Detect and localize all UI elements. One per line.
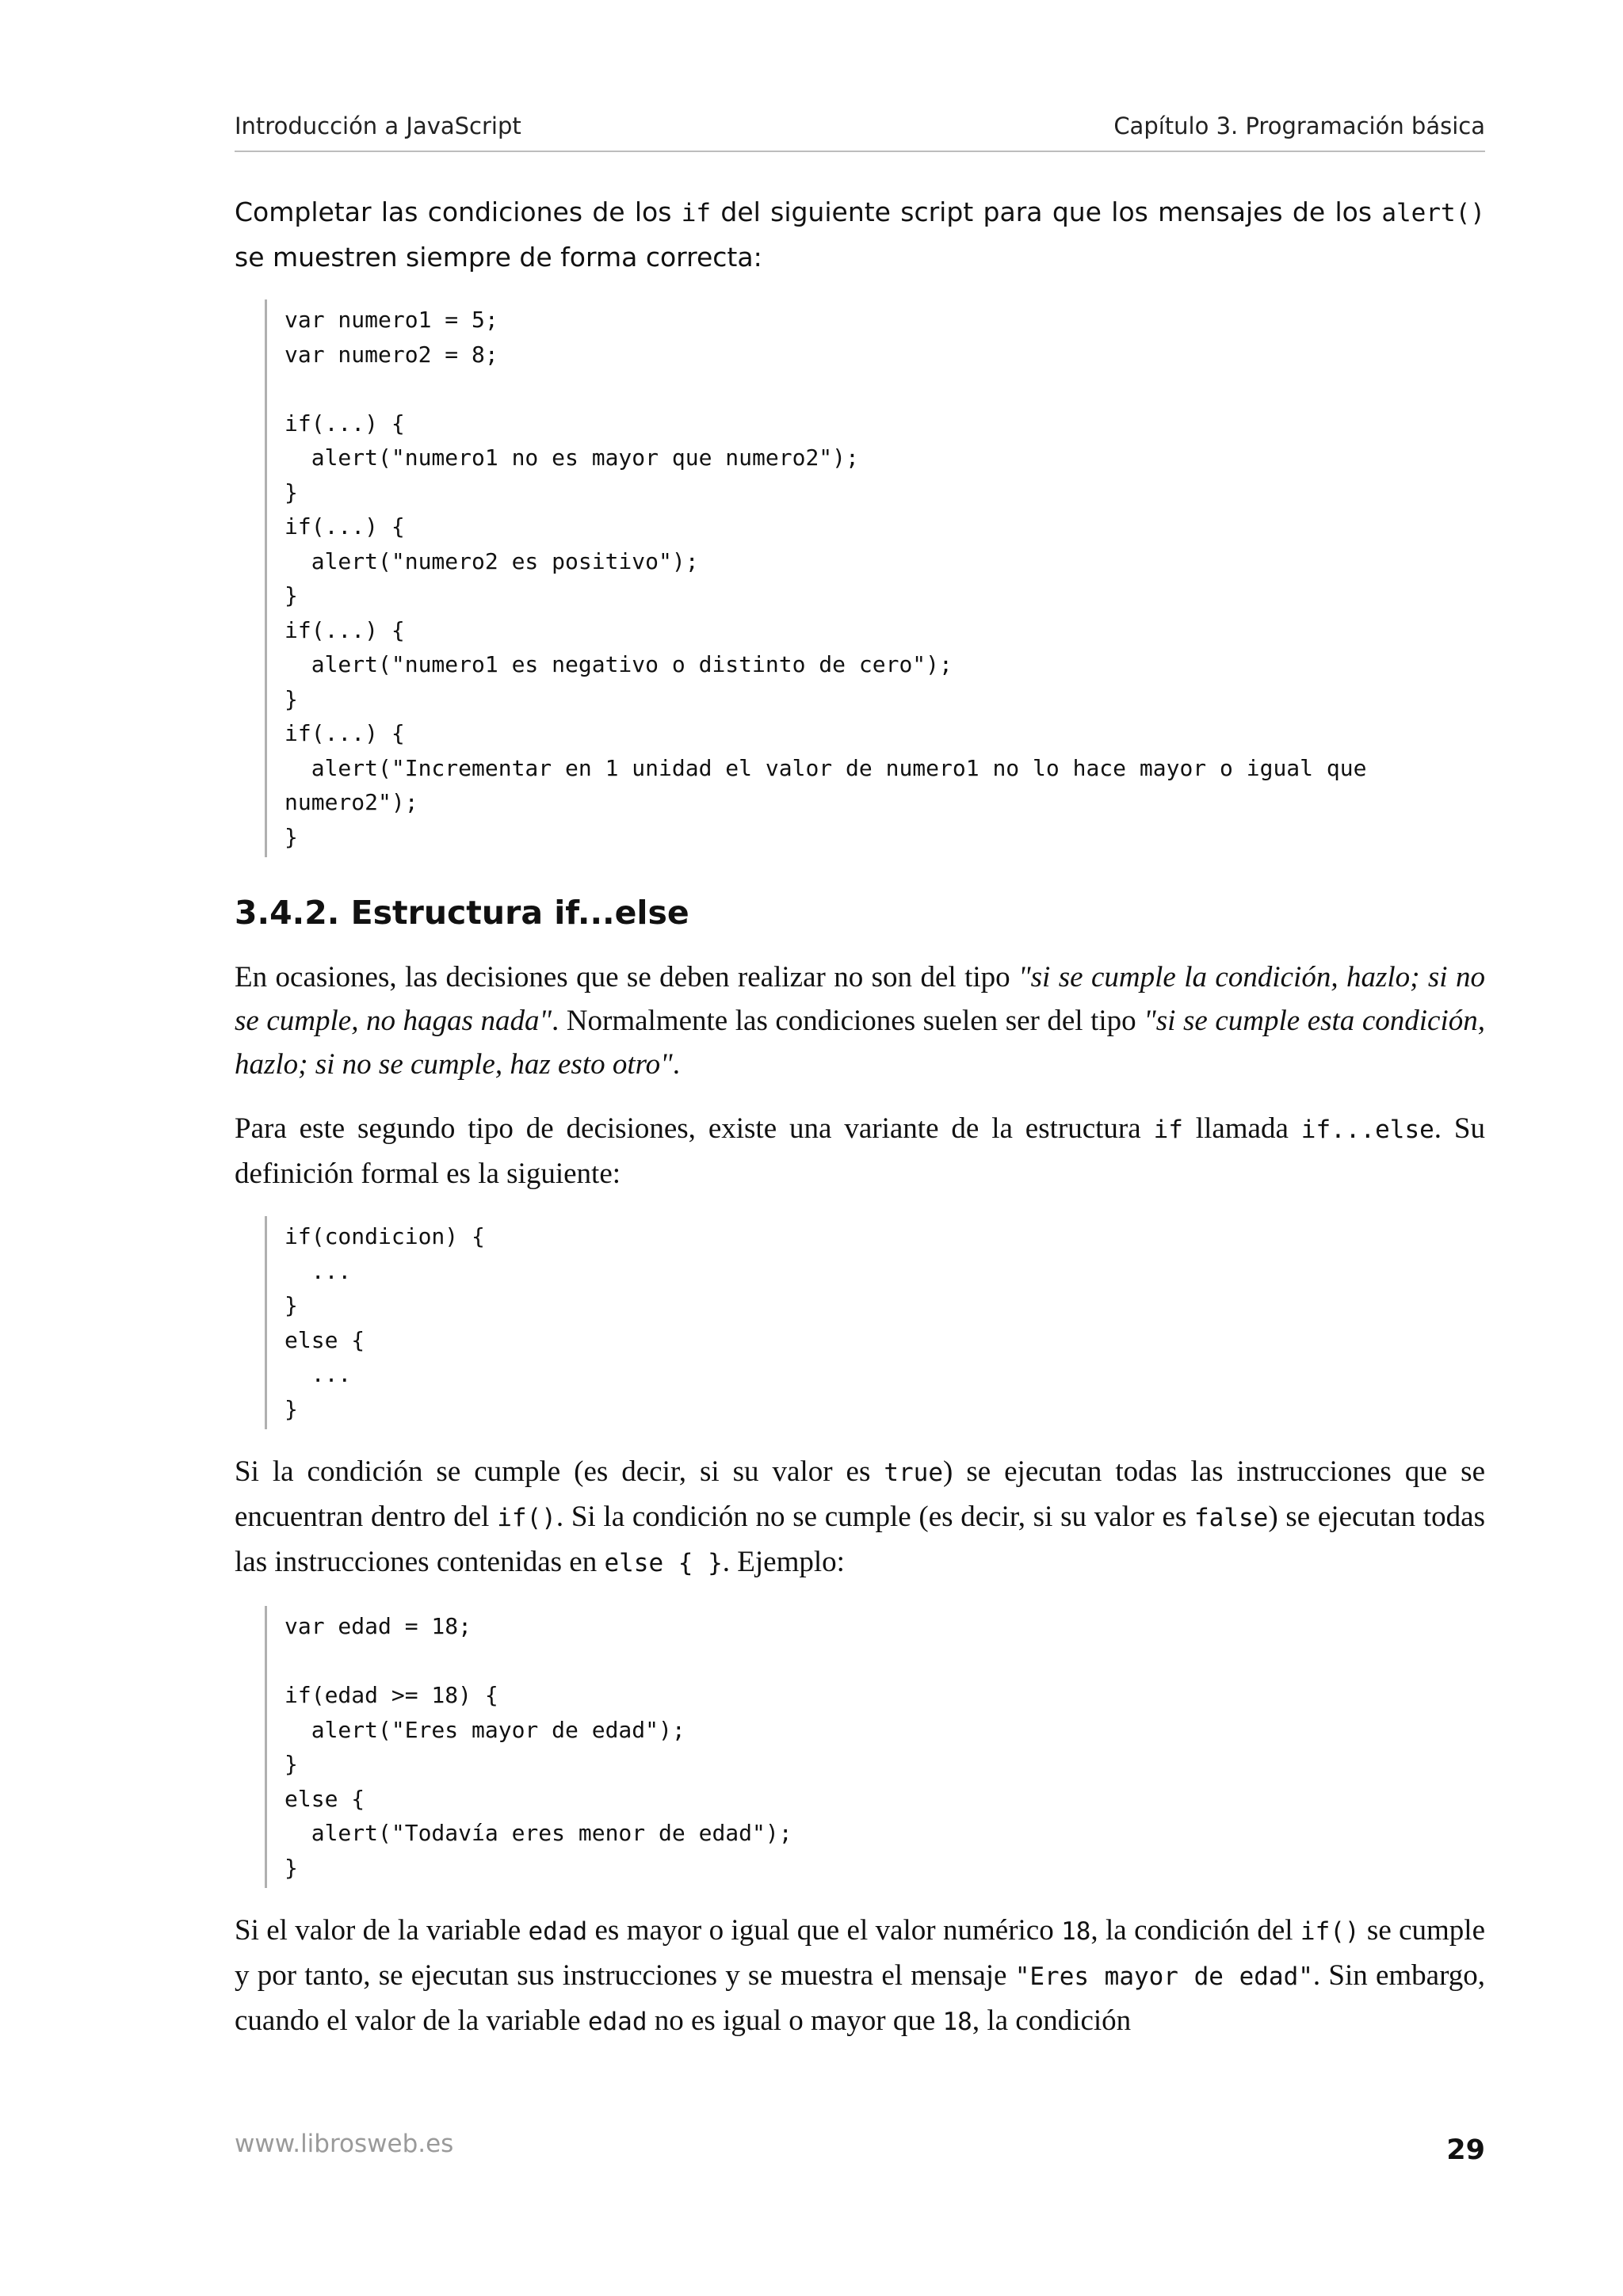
text-run: Si la condición se cumple (es decir, si su valor es: [235, 1455, 884, 1488]
text-run: Si el valor de la variable: [235, 1914, 529, 1947]
inline-code: if: [1153, 1116, 1183, 1144]
inline-code: if...else: [1300, 1116, 1434, 1144]
text-run: . Normalmente las condiciones suelen ser del tipo: [552, 1005, 1144, 1037]
inline-code: 18: [1061, 1917, 1091, 1946]
paragraph-if-else-explanation: [235, 1450, 1485, 1585]
text-run: es mayor o igual que el valor numérico: [587, 1914, 1062, 1947]
page-header: [235, 109, 1485, 152]
inline-code: edad: [587, 2008, 647, 2036]
text-run: . Ejemplo:: [722, 1546, 845, 1578]
code-block-exercise: var numero1 = 5; var numero2 = 8; if(...) { alert("numero1 no es mayor que numero2"); } if(...) { alert("numero2 es positivo"); } if(...) { alert("numero1 es negativo o distinto de cero"); } if(...) { alert("Incrementar en 1 unidad el valor de numero1 no lo hace mayor o igual que numero2"); }: [265, 299, 1485, 857]
footer-website-link[interactable]: www.librosweb.es: [235, 2130, 454, 2158]
inline-code: true: [884, 1459, 944, 1487]
inline-code: edad: [528, 1917, 588, 1946]
inline-code: false: [1194, 1504, 1269, 1532]
text-run: En ocasiones, las decisiones que se deben realizar no son del tipo: [235, 961, 1019, 994]
page-number: 29: [1446, 2134, 1485, 2166]
text-run: . Si la condición no se cumple (es decir, si su valor es: [556, 1501, 1194, 1533]
page-content: [235, 190, 1485, 2065]
exercise-intro-paragraph: [235, 190, 1485, 279]
section-heading: 3.4.2. Estructura if...else: [235, 894, 689, 932]
text-run: .: [672, 1048, 680, 1081]
text-run: Para este segundo tipo de decisiones, existe una variante de la estructura: [235, 1112, 1154, 1145]
text-run: no es igual o mayor que: [647, 2004, 943, 2037]
code-block-example: var edad = 18; if(edad >= 18) { alert("Eres mayor de edad"); } else { alert("Todavía eres menor de edad"); }: [265, 1606, 1485, 1888]
text-run: . Sin embargo, cuando el valor de la variable: [235, 1959, 1485, 2037]
text-run: del siguiente script para que los mensajes de los: [711, 196, 1382, 227]
inline-code: alert(): [1381, 199, 1485, 227]
text-run: Completar las condiciones de los: [235, 196, 682, 227]
text-run: llamada: [1182, 1112, 1301, 1145]
text-run: se muestren siempre de forma correcta:: [235, 242, 762, 273]
italic-quote: "si se cumple esta condición, hazlo; si no se cumple, haz esto otro": [235, 1005, 1485, 1081]
inline-code: else { }: [604, 1549, 723, 1577]
text-run: ) se ejecutan todas las instrucciones contenidas en: [235, 1501, 1485, 1578]
code-block-syntax: if(condicion) { ... } else { ... }: [265, 1216, 1485, 1429]
inline-code: if: [681, 199, 712, 227]
inline-code: if(): [497, 1504, 556, 1532]
text-run: , la condición: [972, 2004, 1132, 2037]
text-run: se cumple y por tanto, se ejecutan sus instrucciones y se muestra el mensaje: [235, 1914, 1486, 1992]
inline-code: 18: [942, 2008, 972, 2036]
paragraph-example-explanation: [235, 1909, 1485, 2044]
paragraph-decision-types: [235, 955, 1485, 1086]
header-book-title: Introducción a JavaScript: [235, 113, 521, 139]
italic-quote: "si se cumple la condición, hazlo; si no se cumple, no hagas nada": [235, 961, 1485, 1037]
text-run: ) se ejecutan todas las instrucciones que se encuentran dentro del: [235, 1455, 1485, 1533]
inline-code: "Eres mayor de edad": [1014, 1962, 1313, 1991]
paragraph-if-else-intro: [235, 1107, 1485, 1196]
text-run: , la condición del: [1090, 1914, 1300, 1947]
header-chapter-title: Capítulo 3. Programación básica: [1113, 113, 1485, 139]
inline-code: if(): [1300, 1917, 1360, 1946]
text-run: . Su definición formal es la siguiente:: [235, 1112, 1486, 1190]
